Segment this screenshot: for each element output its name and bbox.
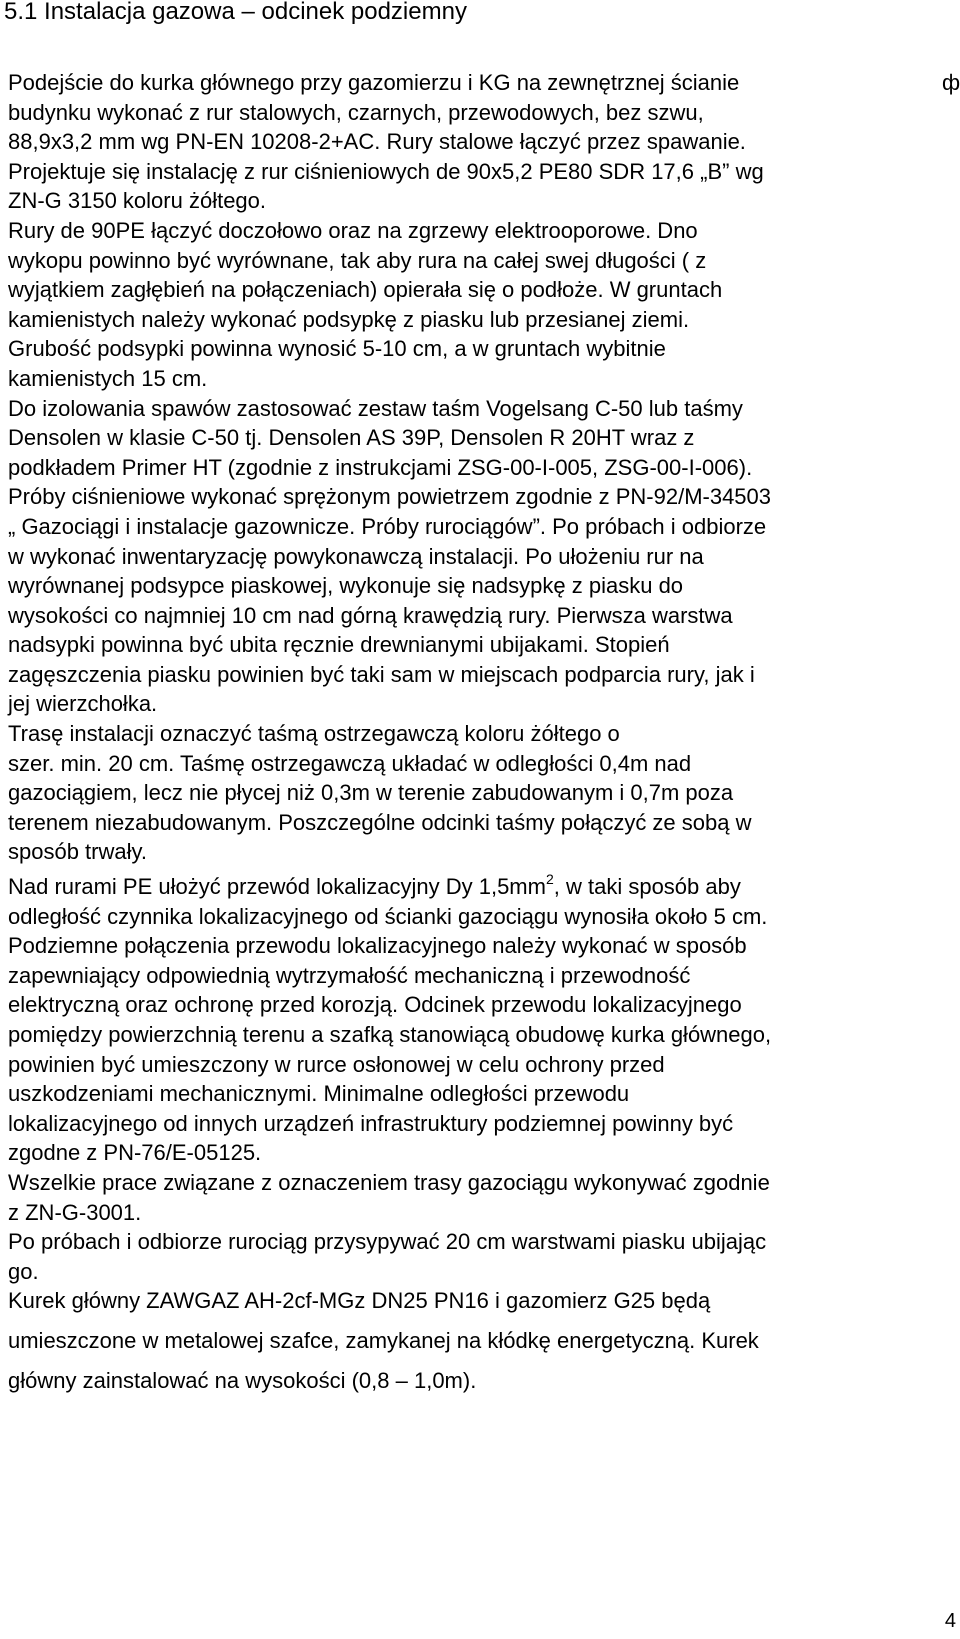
- text-line: Rury de 90PE łączyć doczołowo oraz na zgrzewy elektrooporowe. Dno: [8, 217, 698, 243]
- text-line: Podejście do kurka głównego przy gazomierzu i KG na zewnętrznej ścianie: [8, 70, 740, 95]
- text-line: w wykonać inwentaryzację powykonawczą instalacji. Po ułożeniu rur na: [8, 543, 704, 569]
- text-line: Trasę instalacji oznaczyć taśmą ostrzegawczą koloru żółtego o: [8, 721, 620, 747]
- text-line: jej wierzchołka.: [8, 691, 158, 717]
- text-line: „ Gazociągi i instalacje gazownicze. Próby rurociągów”. Po próbach i odbiorze: [8, 513, 767, 539]
- text-line: elektryczną oraz ochronę przed korozją. Odcinek przewodu lokalizacyjnego: [8, 992, 742, 1018]
- text-line: gazociągiem, lecz nie płycej niż 0,3m w terenie zabudowanym i 0,7m poza: [8, 780, 734, 806]
- text-line-with-superscript: [8, 872, 948, 902]
- text-line: lokalizacyjnego od innych urządzeń infrastruktury podziemnej powinny być: [8, 1110, 734, 1136]
- text-line: sposób trwały.: [8, 839, 147, 865]
- text-line: kamienistych 15 cm.: [8, 365, 208, 391]
- text-line: główny zainstalować na wysokości (0,8 – 1,0m).: [8, 1367, 477, 1393]
- text-line: Próby ciśnieniowe wykonać sprężonym powietrzem zgodnie z PN-92/M-34503: [8, 484, 772, 510]
- text-line: szer. min. 20 cm. Taśmę ostrzegawczą układać w odległości 0,4m nad: [8, 750, 692, 776]
- text-line: 88,9x3,2 mm wg PN-EN 10208-2+AC. Rury stalowe łączyć przez spawanie.: [8, 129, 746, 155]
- text-line: Projektuje się instalację z rur ciśnieniowych de 90x5,2 PE80 SDR 17,6 „B” wg: [8, 158, 764, 184]
- text-line: ZN-G 3150 koloru żółtego.: [8, 188, 267, 214]
- text-line: odległość czynnika lokalizacyjnego od ścianki gazociągu wynosiła około 5 cm.: [8, 903, 768, 929]
- page-number: 4: [944, 1610, 956, 1632]
- superscript: 2: [545, 871, 554, 888]
- text-line: kamienistych należy wykonać podsypkę z piasku lub przesianej ziemi.: [8, 306, 690, 332]
- text-line: Kurek główny ZAWGAZ AH-2cf-MGz DN25 PN16 i gazomierz G25 będą: [8, 1288, 711, 1314]
- text-line: podkładem Primer HT (zgodnie z instrukcjami ZSG-00-I-005, ZSG-00-I-006).: [8, 454, 753, 480]
- text-segment: , w taki sposób aby: [553, 874, 741, 900]
- text-line: Grubość podsypki powinna wynosić 5-10 cm, a w gruntach wybitnie: [8, 336, 666, 362]
- text-line: Wszelkie prace związane z oznaczeniem trasy gazociągu wykonywać zgodnie: [8, 1169, 770, 1195]
- text-line: umieszczone w metalowej szafce, zamykanej na kłódkę energetyczną. Kurek: [8, 1327, 759, 1353]
- text-line: pomiędzy powierzchnią terenu a szafką stanowiącą obudowę kurka głównego,: [8, 1022, 772, 1047]
- text-line: Densolen w klasie C-50 tj. Densolen AS 39P, Densolen R 20HT wraz z: [8, 425, 695, 451]
- text-line: wykopu powinno być wyrównane, tak aby rura na całej swej długości ( z: [8, 247, 707, 273]
- text-line: zagęszczenia piasku powinien być taki sam w miejscach podparcia rury, jak i: [8, 661, 755, 687]
- text-line: wysokości co najmniej 10 cm nad górną krawędzią rury. Pierwsza warstwa: [8, 602, 733, 628]
- phi-symbol: ф: [942, 70, 960, 95]
- body-text: [8, 68, 948, 1395]
- text-segment: Nad rurami PE ułożyć przewód lokalizacyjny Dy 1,5mm: [8, 874, 546, 900]
- section-heading: 5.1 Instalacja gazowa – odcinek podziemny: [4, 0, 467, 25]
- text-line: Do izolowania spawów zastosować zestaw taśm Vogelsang C-50 lub taśmy: [8, 395, 743, 421]
- text-line: terenem niezabudowanym. Poszczególne odcinki taśmy połączyć ze sobą w: [8, 809, 752, 835]
- text-line: budynku wykonać z rur stalowych, czarnych, przewodowych, bez szwu,: [8, 99, 704, 125]
- text-line: z ZN-G-3001.: [8, 1199, 142, 1225]
- text-line: powinien być umieszczony w rurce osłonowej w celu ochrony przed: [8, 1051, 665, 1077]
- text-line: go.: [8, 1258, 39, 1284]
- text-line: wyjątkiem zagłębień na połączeniach) opierała się o podłoże. W gruntach: [8, 277, 723, 303]
- text-line: zapewniający odpowiednią wytrzymałość mechaniczną i przewodność: [8, 962, 691, 988]
- text-line: Podziemne połączenia przewodu lokalizacyjnego należy wykonać w sposób: [8, 933, 747, 959]
- text-line: wyrównanej podsypce piaskowej, wykonuje się nadsypkę z piasku do: [8, 573, 684, 599]
- text-line: zgodne z PN-76/E-05125.: [8, 1140, 262, 1166]
- text-line: uszkodzeniami mechanicznymi. Minimalne odległości przewodu: [8, 1081, 630, 1107]
- text-line: Po próbach i odbiorze rurociąg przysypywać 20 cm warstwami piasku ubijając: [8, 1229, 767, 1255]
- text-line: nadsypki powinna być ubita ręcznie drewnianymi ubijakami. Stopień: [8, 632, 670, 658]
